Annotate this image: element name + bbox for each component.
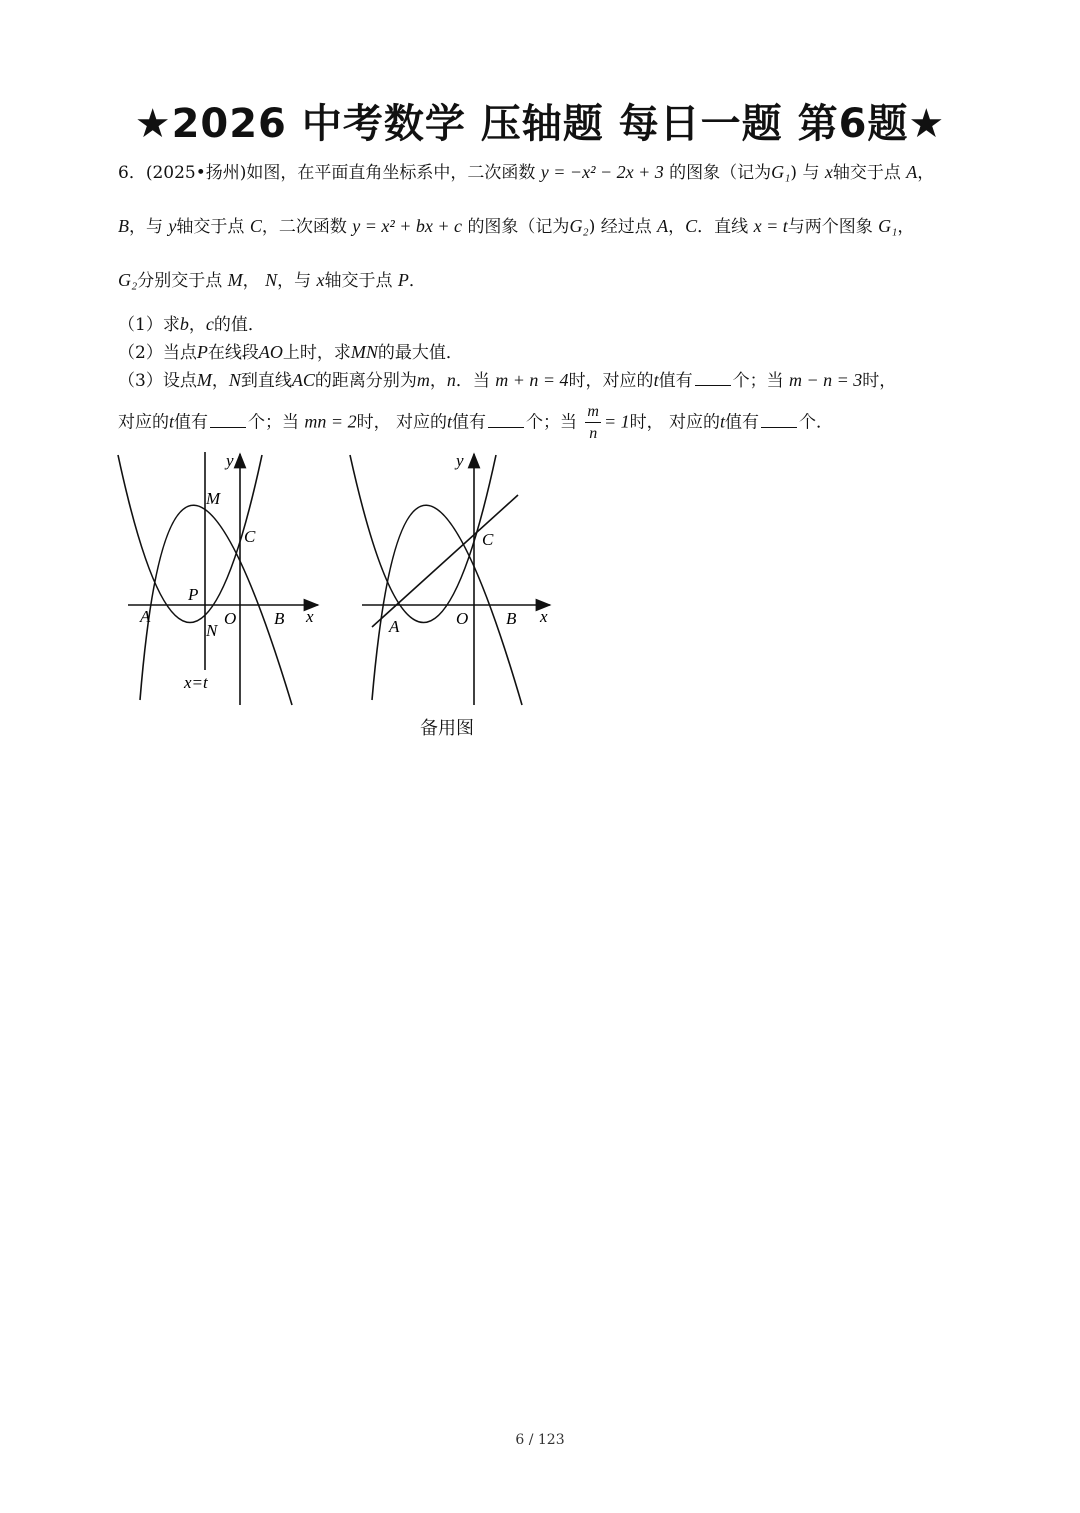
var: AO bbox=[258, 342, 283, 362]
text: ， bbox=[429, 371, 447, 391]
figure-2 bbox=[340, 448, 560, 710]
label-A: A bbox=[140, 607, 151, 626]
var: G₁ bbox=[878, 216, 898, 236]
text: ) 经过点 bbox=[588, 217, 652, 237]
text: ， bbox=[211, 371, 229, 391]
var: n bbox=[589, 425, 598, 442]
text: 分别交于点 bbox=[137, 271, 223, 291]
text: ， bbox=[188, 315, 206, 335]
problem-line-3 bbox=[118, 266, 426, 291]
page-title: ★2026 中考数学 压轴题 每日一题 第6题★ bbox=[134, 101, 946, 147]
var: m bbox=[585, 404, 601, 423]
text: 轴交于点 bbox=[176, 217, 245, 237]
text: 在线段 bbox=[207, 343, 259, 363]
text: ．直线 bbox=[697, 217, 749, 237]
var: t bbox=[653, 370, 659, 390]
label-O: O bbox=[456, 609, 469, 628]
text: 如图，在平面直角坐标系中，二次函数 bbox=[246, 163, 536, 183]
text: ． bbox=[408, 271, 426, 291]
label-B: B bbox=[506, 609, 517, 628]
text: 轴交于点 bbox=[324, 271, 393, 291]
var: M bbox=[196, 370, 212, 390]
label-A: A bbox=[389, 617, 400, 636]
graph-g2-label: G₂ bbox=[569, 216, 589, 236]
label-x: x bbox=[306, 607, 314, 626]
text: 轴交于点 bbox=[832, 163, 901, 183]
answer-blank-2[interactable] bbox=[210, 413, 246, 428]
var: y bbox=[168, 216, 177, 236]
text: （3）设点 bbox=[118, 371, 197, 391]
text: 时， bbox=[356, 412, 391, 433]
text: （2）当点 bbox=[118, 343, 197, 363]
var: C bbox=[249, 216, 262, 236]
label-y: y bbox=[226, 451, 234, 470]
problem-number: 6． bbox=[118, 163, 146, 183]
text: ， bbox=[242, 271, 260, 291]
var: MN bbox=[350, 342, 378, 362]
label-O: O bbox=[224, 609, 237, 628]
var: P bbox=[397, 270, 409, 290]
var: P bbox=[196, 342, 208, 362]
text: 时， bbox=[862, 371, 897, 391]
var: x bbox=[824, 162, 833, 182]
text: 时，对应的 bbox=[568, 371, 654, 391]
var: t bbox=[720, 411, 726, 432]
text: 的值． bbox=[213, 315, 265, 335]
label-P: P bbox=[188, 585, 199, 604]
var: x = t bbox=[753, 216, 788, 236]
text: ．当 bbox=[455, 371, 490, 391]
text: 个；当 bbox=[248, 412, 300, 433]
label-N: N bbox=[206, 621, 218, 640]
problem-line-2 bbox=[118, 212, 914, 237]
page-number: 6 / 123 bbox=[515, 1432, 565, 1448]
var: mn = 2 bbox=[304, 411, 357, 432]
var: c bbox=[205, 314, 214, 334]
var: AC bbox=[291, 370, 315, 390]
text: （1）求 bbox=[118, 315, 180, 335]
graph-g1-label: G₁ bbox=[771, 162, 791, 182]
var: M bbox=[227, 270, 243, 290]
label-y: y bbox=[456, 451, 464, 470]
text: 个；当 bbox=[526, 412, 577, 433]
var: n bbox=[446, 370, 456, 390]
text: 的图象（记为 bbox=[467, 217, 570, 237]
text: 对应的 bbox=[118, 412, 169, 433]
var: N bbox=[228, 370, 241, 390]
var: N bbox=[265, 270, 278, 290]
var: = 1 bbox=[603, 411, 630, 432]
var: b bbox=[179, 314, 189, 334]
fraction-m-over-n bbox=[585, 404, 601, 442]
equation-g2: y = x² + bx + c bbox=[352, 216, 463, 236]
text: ) 与 bbox=[790, 163, 820, 183]
text: 对应的 bbox=[669, 412, 721, 433]
var: m − n = 3 bbox=[788, 370, 863, 390]
text: 到直线 bbox=[240, 371, 292, 391]
text: 的最大值． bbox=[377, 343, 463, 363]
var: m + n = 4 bbox=[495, 370, 569, 390]
problem-source: (2025•扬州) bbox=[145, 163, 247, 183]
question-1 bbox=[118, 310, 265, 335]
var: t bbox=[446, 411, 452, 432]
var: B bbox=[118, 216, 129, 236]
label-M: M bbox=[206, 489, 221, 508]
var: A bbox=[657, 216, 669, 236]
question-3-line-2 bbox=[118, 404, 833, 442]
text: 对应的 bbox=[395, 412, 447, 433]
text: 时， bbox=[629, 412, 664, 433]
text: ，与 bbox=[277, 271, 312, 291]
text: 值有 bbox=[452, 412, 486, 433]
answer-blank-4[interactable] bbox=[761, 413, 797, 428]
problem-line-1 bbox=[118, 158, 934, 183]
figure-1 bbox=[110, 448, 330, 710]
text: 值有 bbox=[658, 371, 693, 391]
var: G₂ bbox=[118, 270, 138, 290]
answer-blank-3[interactable] bbox=[488, 413, 524, 428]
label-x-equals-t: x=t bbox=[184, 673, 208, 692]
text: 上时，求 bbox=[282, 343, 351, 363]
var: A bbox=[906, 162, 918, 182]
text: ，二次函数 bbox=[261, 217, 347, 237]
text: ，与 bbox=[129, 217, 163, 237]
text: 个；当 bbox=[732, 371, 784, 391]
text: 的距离分别为 bbox=[314, 371, 417, 391]
text: ， bbox=[917, 163, 935, 183]
question-3-line-1 bbox=[118, 366, 896, 391]
figure-caption: 备用图 bbox=[420, 718, 474, 739]
label-C: C bbox=[482, 530, 494, 549]
text: 值有 bbox=[174, 412, 209, 433]
var: t bbox=[169, 411, 175, 432]
var: m bbox=[416, 370, 430, 390]
answer-blank-1[interactable] bbox=[695, 371, 731, 386]
text: ， bbox=[897, 217, 915, 237]
text: 值有 bbox=[725, 412, 760, 433]
var: x bbox=[316, 270, 325, 290]
label-x: x bbox=[540, 607, 548, 626]
text: ， bbox=[668, 217, 686, 237]
equation-g1: y = −x² − 2x + 3 bbox=[540, 162, 664, 182]
label-C: C bbox=[244, 527, 256, 546]
text: 与两个图象 bbox=[787, 217, 873, 237]
label-B: B bbox=[274, 609, 285, 628]
question-2 bbox=[118, 338, 463, 363]
var: C bbox=[685, 216, 698, 236]
text: 的图象（记为 bbox=[669, 163, 772, 183]
text: 个． bbox=[799, 412, 834, 433]
